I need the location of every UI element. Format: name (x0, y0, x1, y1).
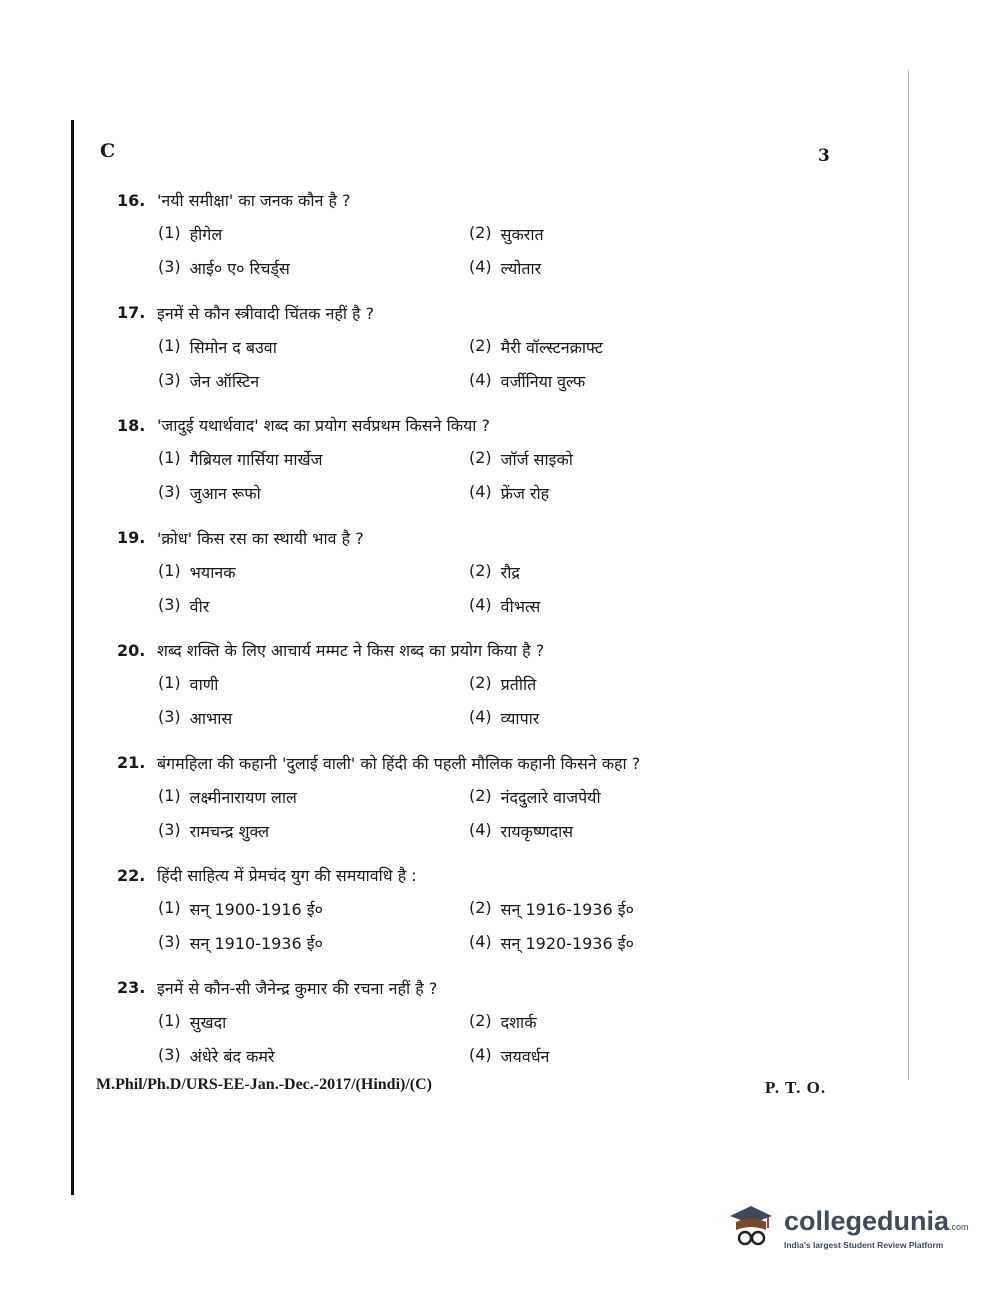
answer-option (158, 336, 469, 358)
watermark-tagline: India's largest Student Review Platform (784, 1240, 944, 1250)
option-number: (4) (469, 707, 492, 726)
please-turn-over: P. T. O. (765, 1078, 827, 1097)
option-text: ल्योतार (500, 259, 542, 278)
option-number: (1) (158, 785, 181, 805)
option-text: रामचन्द्र शुक्ल (189, 821, 270, 841)
option-text: सन् 1910-1936 ई० (189, 934, 323, 953)
option-number: (4) (469, 594, 492, 614)
option-text: मैरी वॉल्स्टनक्राफ्ट (500, 337, 603, 357)
option-number: (3) (158, 594, 181, 614)
option-number: (2) (469, 785, 492, 805)
answer-option (469, 561, 520, 583)
question-item (117, 633, 837, 746)
option-number: (1) (158, 223, 181, 242)
answer-option (158, 595, 469, 617)
option-text: प्रतीति (500, 675, 537, 694)
answer-option (469, 898, 634, 920)
answer-option (158, 223, 469, 245)
option-text: दशार्क (500, 1012, 537, 1032)
option-number: (3) (158, 932, 181, 951)
option-number: (2) (469, 560, 492, 580)
answer-option (158, 898, 469, 920)
question-item (117, 746, 837, 859)
option-number: (1) (158, 335, 181, 355)
answer-option (469, 223, 544, 245)
question-number: 23. (117, 978, 146, 997)
option-number: (3) (158, 707, 181, 726)
answer-option (158, 370, 469, 392)
mascot-logo-icon (724, 1200, 778, 1254)
question-text: शब्द शक्ति के लिए आचार्य मम्मट ने किस शब्द का प्रयोग किया है ? (157, 641, 545, 660)
option-number: (2) (469, 1010, 492, 1030)
answer-option (158, 448, 469, 470)
option-text: सुकरात (500, 225, 544, 244)
question-number: 16. (117, 190, 146, 210)
option-text: सन् 1916-1936 ई० (500, 900, 634, 919)
option-text: सन् 1920-1936 ई० (500, 934, 634, 953)
option-number: (4) (469, 932, 492, 951)
question-item (117, 521, 837, 634)
option-number: (4) (469, 257, 492, 276)
answer-option (469, 673, 536, 695)
option-text: वीभत्स (500, 596, 541, 616)
option-text: जॉर्ज साइको (500, 450, 573, 469)
option-number: (1) (158, 448, 181, 467)
answer-option (469, 482, 549, 504)
option-number: (3) (158, 482, 181, 501)
answer-option (158, 673, 469, 695)
answer-option (469, 448, 573, 470)
paper-code: M.Phil/Ph.D/URS-EE-Jan.-Dec.-2017/(Hindi)/(C) (96, 1076, 432, 1093)
option-number: (3) (158, 819, 181, 839)
answer-option (158, 257, 469, 279)
option-text: वाणी (189, 675, 219, 694)
answer-option (158, 932, 469, 954)
option-number: (3) (158, 257, 181, 276)
option-text: रौद्र (500, 562, 520, 582)
option-number: (1) (158, 673, 181, 692)
answer-option (469, 707, 539, 729)
question-text: 'नयी समीक्षा' का जनक कौन है ? (157, 191, 351, 210)
question-number: 21. (117, 753, 146, 772)
left-margin-rule (71, 120, 74, 1195)
answer-option (469, 786, 601, 808)
option-text: आभास (189, 709, 233, 728)
answer-option (158, 707, 469, 729)
answer-option (158, 561, 469, 583)
question-text: 'क्रोध' किस रस का स्थायी भाव है ? (157, 528, 364, 548)
question-text: हिंदी साहित्य में प्रेमचंद युग की समयावधि है : (157, 866, 417, 885)
option-text: हीगेल (189, 225, 223, 244)
option-text: आई० ए० रिचर्ड्स (189, 259, 290, 278)
option-number: (2) (469, 335, 492, 355)
answer-option (469, 1045, 549, 1067)
option-text: भयानक (189, 562, 236, 582)
answer-option (469, 257, 541, 279)
question-list (117, 183, 837, 1083)
option-text: वर्जीनिया वुल्फ (500, 371, 586, 391)
question-number: 17. (117, 303, 146, 322)
option-number: (1) (158, 898, 181, 917)
option-text: जुआन रूफो (189, 484, 261, 503)
question-item (117, 183, 837, 296)
option-text: जेन ऑस्टिन (189, 371, 260, 391)
answer-option (158, 1011, 469, 1033)
option-number: (1) (158, 1010, 181, 1030)
option-text: लक्ष्मीनारायण लाल (189, 787, 297, 807)
answer-option (158, 820, 469, 842)
question-item (117, 858, 837, 971)
option-text: फ्रेंज रोह (500, 484, 550, 503)
option-text: व्यापार (500, 709, 540, 728)
question-text: इनमें से कौन स्त्रीवादी चिंतक नहीं है ? (157, 303, 375, 323)
option-number: (4) (469, 369, 492, 389)
question-text: बंगमहिला की कहानी 'दुलाई वाली' को हिंदी की पहली मौलिक कहानी किसने कहा ? (157, 753, 641, 773)
option-text: अंधेरे बंद कमरे (189, 1046, 275, 1066)
question-number: 19. (117, 528, 146, 547)
question-item (117, 296, 837, 409)
question-set-code: C (100, 140, 116, 162)
option-number: (2) (469, 448, 492, 467)
answer-option (469, 1011, 536, 1033)
answer-option (158, 482, 469, 504)
option-number: (4) (469, 1044, 492, 1064)
option-number: (3) (158, 369, 181, 389)
question-item (117, 408, 837, 521)
watermark-brand: collegedunia.com (784, 1206, 969, 1236)
question-item (117, 971, 837, 1084)
option-number: (2) (469, 898, 492, 917)
collegedunia-watermark (724, 1198, 969, 1258)
answer-option (469, 336, 603, 358)
option-number: (4) (469, 482, 492, 501)
option-number: (4) (469, 819, 492, 839)
answer-option (158, 786, 469, 808)
question-number: 18. (117, 415, 146, 435)
option-text: वीर (189, 596, 210, 616)
option-text: नंददुलारे वाजपेयी (500, 787, 601, 807)
option-text: गैब्रियल गार्सिया मार्खेज (189, 450, 323, 469)
question-number: 20. (117, 640, 146, 660)
answer-option (469, 595, 540, 617)
answer-option (469, 932, 634, 954)
option-text: जयवर्धन (500, 1046, 550, 1066)
option-number: (2) (469, 673, 492, 692)
question-text: इनमें से कौन-सी जैनेन्द्र कुमार की रचना नहीं है ? (157, 978, 438, 998)
option-text: सन् 1900-1916 ई० (189, 900, 323, 919)
answer-option (469, 370, 585, 392)
question-text: 'जादुई यथार्थवाद' शब्द का प्रयोग सर्वप्रथम किसने किया ? (157, 416, 491, 435)
answer-option (469, 820, 573, 842)
option-number: (2) (469, 223, 492, 242)
option-text: सुखदा (189, 1012, 227, 1032)
right-margin-rule (908, 70, 909, 1080)
option-number: (1) (158, 560, 181, 580)
answer-option (158, 1045, 469, 1067)
option-text: सिमोन द बउवा (189, 337, 277, 357)
option-text: रायकृष्णदास (500, 821, 574, 841)
question-number: 22. (117, 865, 146, 885)
page-number: 3 (818, 146, 830, 166)
option-number: (3) (158, 1044, 181, 1064)
